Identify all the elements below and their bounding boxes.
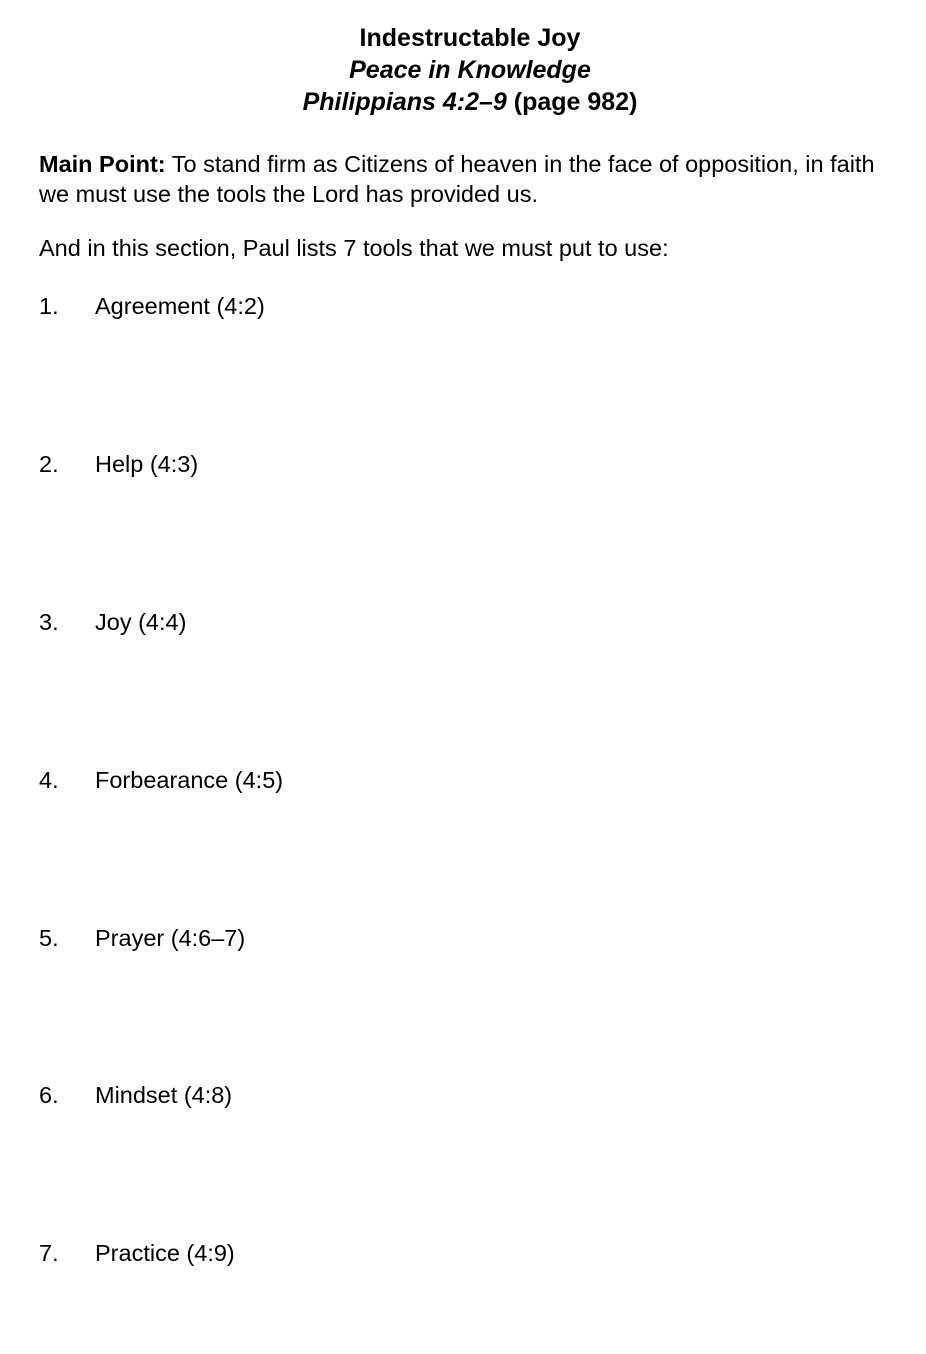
tool-label: Forbearance (4:5) (95, 767, 284, 793)
tool-label: Help (4:3) (95, 451, 199, 477)
tool-item (39, 1080, 232, 1110)
tool-label: Practice (4:9) (95, 1240, 235, 1266)
tool-label: Joy (4:4) (95, 609, 187, 635)
tool-label: Prayer (4:6–7) (95, 925, 246, 951)
tool-number: 6. (39, 1082, 59, 1108)
main-point (39, 149, 899, 209)
tool-number: 3. (39, 609, 59, 635)
tool-item (39, 1238, 235, 1268)
tool-item (39, 765, 283, 795)
tool-item (39, 449, 198, 479)
tool-label: Mindset (4:8) (95, 1082, 233, 1108)
main-point-text: To stand firm as Citizens of heaven in the face of opposition, in faith we must use the tools the Lord has provided us. (39, 151, 875, 207)
document-title: Indestructable Joy (359, 24, 581, 52)
sermon-subtitle: Peace in Knowledge (349, 56, 591, 84)
tool-label: Agreement (4:2) (95, 293, 265, 319)
main-point-label: Main Point: (39, 151, 166, 177)
document-header (0, 22, 926, 118)
tool-item (39, 607, 186, 637)
tool-item (39, 923, 245, 953)
tool-number: 5. (39, 925, 59, 951)
tool-number: 1. (39, 293, 59, 319)
passage: Philippians 4:2–9 (302, 88, 507, 116)
tool-number: 4. (39, 767, 59, 793)
tool-number: 7. (39, 1240, 59, 1266)
tool-number: 2. (39, 451, 59, 477)
scripture-reference (0, 86, 926, 118)
tool-item (39, 291, 265, 321)
intro-text: And in this section, Paul lists 7 tools that we must put to use: (39, 235, 669, 261)
page-reference: (page 982) (513, 88, 638, 116)
